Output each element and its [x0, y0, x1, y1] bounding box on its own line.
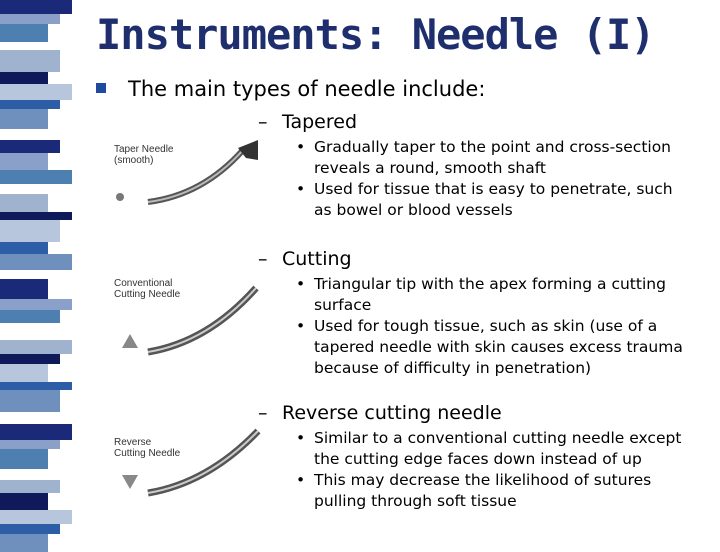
list-item: • Used for tissue that is easy to penetrate, such as bowel or blood vessels	[296, 180, 673, 219]
stripe-block	[0, 449, 48, 469]
stripe-block	[0, 0, 72, 14]
stripe-block	[0, 242, 48, 254]
stripe-block	[0, 254, 72, 270]
stripe-block	[0, 382, 72, 390]
stripe-block	[0, 493, 48, 510]
stripe-block	[0, 524, 60, 534]
stripe-block	[0, 480, 60, 493]
stripe-block	[0, 279, 48, 299]
stripe-block	[0, 440, 60, 449]
stripe-block	[0, 140, 60, 153]
stripe-block	[0, 310, 60, 323]
stripe-block	[0, 194, 48, 212]
intro-text: The main types of needle include:	[128, 77, 486, 101]
reverse-cutting-needle-icon	[108, 425, 268, 500]
stripe-block	[0, 170, 72, 184]
slide-title: Instruments: Needle (I)	[96, 10, 655, 59]
stripe-block	[0, 24, 48, 42]
decorative-stripe	[0, 0, 72, 540]
stripe-block	[0, 14, 60, 24]
points-reverse-cutting	[296, 428, 681, 512]
stripe-block	[0, 412, 48, 424]
stripe-block	[0, 364, 48, 382]
stripe-block	[0, 109, 48, 129]
list-item: • Triangular tip with the apex forming a cutting surface	[296, 275, 666, 314]
stripe-block	[0, 84, 72, 100]
stripe-block	[0, 42, 72, 50]
list-item: • Used for tough tissue, such as skin (use of a tapered needle with skin causes excess trauma because of difficulty in penetration)	[296, 317, 683, 377]
taper-needle-figure	[108, 140, 268, 210]
stripe-block	[0, 534, 48, 552]
stripe-block	[0, 510, 72, 524]
stripe-block	[0, 424, 72, 440]
list-item: • Similar to a conventional cutting needle except the cutting edge faces down instead of up	[296, 429, 682, 468]
stripe-block	[0, 299, 72, 310]
stripe-block	[0, 270, 60, 279]
stripe-block	[0, 72, 48, 84]
stripe-block	[0, 469, 72, 480]
square-bullet-icon	[96, 83, 106, 93]
stripe-block	[0, 390, 60, 412]
stripe-block	[0, 323, 48, 340]
points-tapered	[296, 137, 673, 221]
list-item: • This may decrease the likelihood of sutures pulling through soft tissue	[296, 471, 652, 510]
stripe-block	[0, 153, 48, 170]
reverse-cutting-needle-figure	[108, 425, 268, 500]
taper-needle-icon	[108, 140, 268, 210]
section-heading-reverse-cutting: – Reverse cutting needle	[258, 402, 502, 424]
stripe-block	[0, 340, 72, 354]
conventional-cutting-needle-figure	[108, 270, 268, 360]
section-heading-tapered: – Tapered	[258, 111, 357, 133]
list-item: • Gradually taper to the point and cross-section reveals a round, smooth shaft	[296, 138, 672, 177]
figure-label: Taper Needle (smooth)	[114, 144, 174, 166]
stripe-block	[0, 220, 60, 242]
stripe-block	[0, 184, 60, 194]
cutting-needle-icon	[108, 270, 268, 360]
stripe-block	[0, 100, 60, 109]
intro-bullet	[96, 77, 485, 101]
figure-label: Conventional Cutting Needle	[114, 278, 181, 300]
stripe-block	[0, 354, 60, 364]
points-cutting	[296, 274, 683, 379]
figure-label: Reverse Cutting Needle	[114, 437, 181, 459]
stripe-block	[0, 129, 72, 140]
section-heading-cutting: – Cutting	[258, 248, 352, 270]
stripe-block	[0, 212, 72, 220]
stripe-block	[0, 50, 60, 72]
